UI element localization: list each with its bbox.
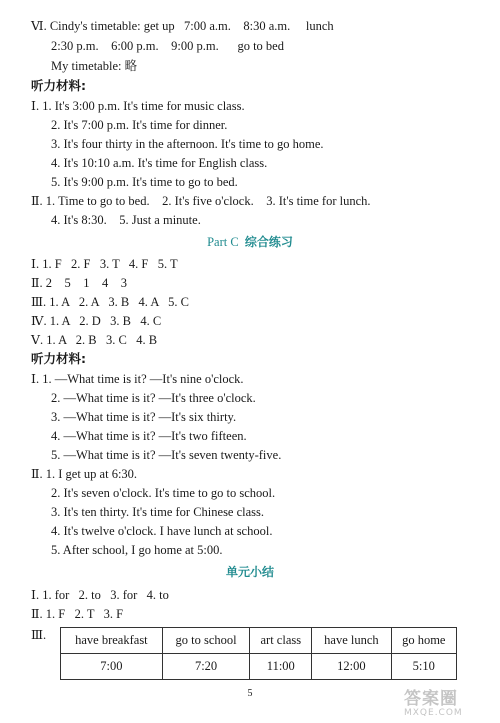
part-c-listen-ii-2: 2. It's seven o'clock. It's time to go to school. <box>51 486 276 500</box>
table-header-cell: have breakfast <box>61 628 163 654</box>
part-c-title-en: Part C <box>207 235 239 249</box>
listening-i-5: 5. It's 9:00 p.m. It's time to go to bed. <box>51 175 238 189</box>
table-cell: 5:10 <box>391 654 456 680</box>
table-header-cell: have lunch <box>312 628 391 654</box>
table-header-cell: go home <box>391 628 456 654</box>
watermark-line-1: 答案圈 <box>404 689 458 709</box>
part-c-title-cn: 综合练习 <box>244 235 293 249</box>
table-cell: 7:20 <box>162 654 250 680</box>
summary-answer-2: Ⅱ. 1. F 2. T 3. F <box>31 607 124 621</box>
part-c-answer-4: Ⅳ. 1. A 2. D 3. B 4. C <box>31 314 162 328</box>
table-cell: 7:00 <box>61 654 163 680</box>
part-c-answer-5: Ⅴ. 1. A 2. B 3. C 4. B <box>31 333 158 347</box>
vi-line-1: Ⅵ. Cindy's timetable: get up 7:00 a.m. 8:30 a.m. lunch <box>31 19 334 33</box>
part-c-answer-3: Ⅲ. 1. A 2. A 3. B 4. A 5. C <box>31 295 189 309</box>
table-cell: 11:00 <box>250 654 312 680</box>
table-row <box>61 628 457 654</box>
timetable-table <box>60 627 457 680</box>
part-c-answer-2: Ⅱ. 2 5 1 4 3 <box>31 276 127 290</box>
listening-heading-2: 听力材料: <box>31 351 86 366</box>
part-c-listen-i-2: 2. —What time is it? —It's three o'clock. <box>51 391 256 405</box>
listening-i-3: 3. It's four thirty in the afternoon. It's time to go home. <box>51 137 324 151</box>
summary-answer-1: Ⅰ. 1. for 2. to 3. for 4. to <box>31 588 169 602</box>
part-c-listen-i-3: 3. —What time is it? —It's six thirty. <box>51 410 237 424</box>
table-header-cell: go to school <box>162 628 250 654</box>
part-c-listen-ii-5: 5. After school, I go home at 5:00. <box>51 543 223 557</box>
part-c-title <box>0 234 500 250</box>
part-c-listen-i-1: Ⅰ. 1. —What time is it? —It's nine o'clock. <box>31 372 244 386</box>
unit-summary-title: 单元小结 <box>225 565 274 579</box>
table-header-cell: art class <box>250 628 312 654</box>
summary-answer-3-label: Ⅲ. <box>31 628 47 642</box>
listening-i-4: 4. It's 10:10 a.m. It's time for English class. <box>51 156 268 170</box>
vi-line-2: 2:30 p.m. 6:00 p.m. 9:00 p.m. go to bed <box>51 39 284 53</box>
vi-line-3: My timetable: 略 <box>51 59 138 73</box>
listening-heading-1: 听力材料: <box>31 78 86 93</box>
part-c-answer-1: Ⅰ. 1. F 2. F 3. T 4. F 5. T <box>31 257 178 271</box>
watermark-line-2: MXQE.COM <box>404 708 463 718</box>
part-c-listen-i-4: 4. —What time is it? —It's two fifteen. <box>51 429 247 443</box>
listening-i-2: 2. It's 7:00 p.m. It's time for dinner. <box>51 118 228 132</box>
table-row <box>61 654 457 680</box>
part-c-listen-ii-3: 3. It's ten thirty. It's time for Chinese class. <box>51 505 265 519</box>
table-cell: 12:00 <box>312 654 391 680</box>
listening-ii-2: 4. It's 8:30. 5. Just a minute. <box>51 213 201 227</box>
part-c-listen-i-5: 5. —What time is it? —It's seven twenty-five. <box>51 448 282 462</box>
watermark-logo <box>404 690 496 720</box>
listening-ii-1: Ⅱ. 1. Time to go to bed. 2. It's five o'clock. 3. It's time for lunch. <box>31 194 371 208</box>
part-c-listen-ii-4: 4. It's twelve o'clock. I have lunch at school. <box>51 524 273 538</box>
part-c-listen-ii-1: Ⅱ. 1. I get up at 6:30. <box>31 467 138 481</box>
listening-i-1: Ⅰ. 1. It's 3:00 p.m. It's time for music class. <box>31 99 245 113</box>
page-number: 5 <box>247 688 253 699</box>
